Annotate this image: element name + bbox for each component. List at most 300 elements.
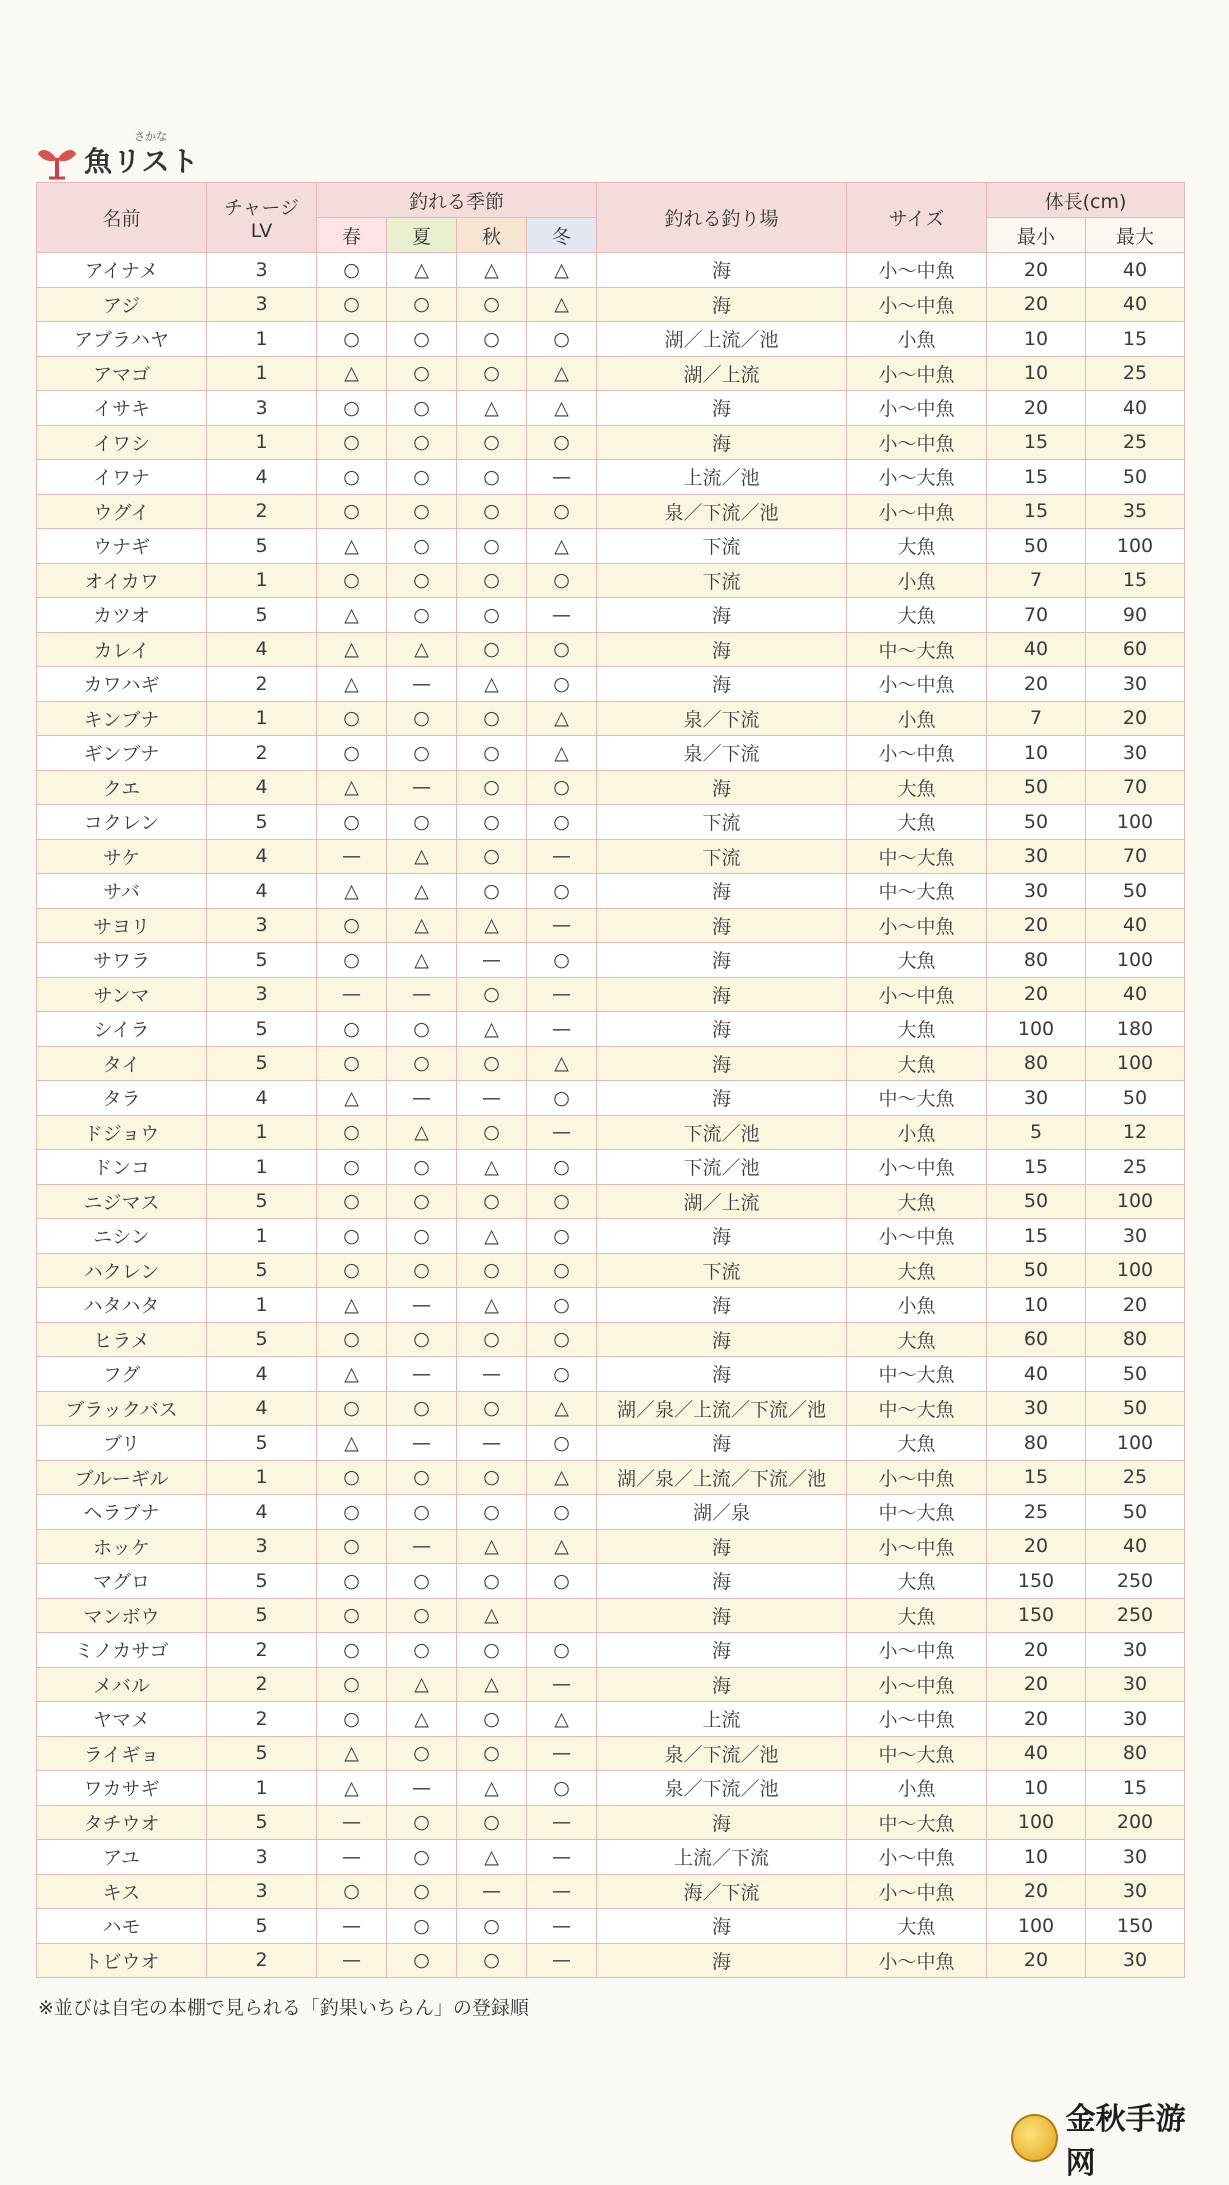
cell-spring: ○ — [317, 253, 387, 288]
cell-size: 中～大魚 — [847, 1081, 987, 1116]
cell-length-min: 30 — [987, 1391, 1086, 1426]
cell-charge-lv: 1 — [207, 563, 317, 598]
cell-charge-lv: 1 — [207, 701, 317, 736]
cell-length-min: 15 — [987, 1460, 1086, 1495]
cell-size: 小～中魚 — [847, 1943, 987, 1978]
cell-autumn: ○ — [457, 977, 527, 1012]
cell-spring: ○ — [317, 1598, 387, 1633]
cell-length-min: 10 — [987, 356, 1086, 391]
cell-length-min: 30 — [987, 839, 1086, 874]
cell-charge-lv: 2 — [207, 494, 317, 529]
cell-name: タチウオ — [37, 1805, 207, 1840]
cell-length-min: 20 — [987, 1667, 1086, 1702]
cell-name: イサキ — [37, 391, 207, 426]
cell-name: ライギョ — [37, 1736, 207, 1771]
cell-summer: △ — [387, 908, 457, 943]
cell-size: 小～中魚 — [847, 1150, 987, 1185]
cell-autumn: — — [457, 1081, 527, 1116]
cell-spot: 下流 — [597, 839, 847, 874]
table-row — [37, 460, 1185, 495]
cell-winter: ○ — [527, 1426, 597, 1461]
table-row — [37, 1184, 1185, 1219]
table-row — [37, 563, 1185, 598]
cell-name: マンボウ — [37, 1598, 207, 1633]
table-row — [37, 701, 1185, 736]
cell-name: ブラックバス — [37, 1391, 207, 1426]
cell-length-min: 30 — [987, 874, 1086, 909]
cell-charge-lv: 5 — [207, 1564, 317, 1599]
cell-length-max: 15 — [1086, 563, 1185, 598]
cell-size: 小～中魚 — [847, 356, 987, 391]
cell-charge-lv: 5 — [207, 1909, 317, 1944]
cell-spot: 海 — [597, 598, 847, 633]
cell-length-min: 50 — [987, 529, 1086, 564]
cell-size: 大魚 — [847, 770, 987, 805]
watermark — [1011, 2102, 1211, 2181]
cell-autumn: △ — [457, 667, 527, 702]
cell-charge-lv: 3 — [207, 287, 317, 322]
cell-spot: 湖／上流 — [597, 356, 847, 391]
cell-summer: ○ — [387, 1736, 457, 1771]
cell-charge-lv: 3 — [207, 977, 317, 1012]
cell-summer: ○ — [387, 356, 457, 391]
table-row — [37, 494, 1185, 529]
cell-spring: ○ — [317, 1633, 387, 1668]
cell-name: ドジョウ — [37, 1115, 207, 1150]
cell-length-max: 50 — [1086, 460, 1185, 495]
cell-spring: ○ — [317, 1564, 387, 1599]
cell-summer: ○ — [387, 391, 457, 426]
cell-size: 小～中魚 — [847, 667, 987, 702]
cell-winter: — — [527, 1874, 597, 1909]
cell-spring: ○ — [317, 1012, 387, 1047]
cell-name: ウグイ — [37, 494, 207, 529]
cell-name: ハタハタ — [37, 1288, 207, 1323]
cell-autumn: ○ — [457, 632, 527, 667]
table-row — [37, 874, 1185, 909]
cell-length-max: 25 — [1086, 1460, 1185, 1495]
cell-length-min: 15 — [987, 425, 1086, 460]
table-row — [37, 736, 1185, 771]
cell-charge-lv: 2 — [207, 1943, 317, 1978]
table-row — [37, 1771, 1185, 1806]
cell-charge-lv: 2 — [207, 736, 317, 771]
cell-summer: △ — [387, 943, 457, 978]
cell-name: ギンブナ — [37, 736, 207, 771]
cell-charge-lv: 3 — [207, 253, 317, 288]
cell-length-max: 12 — [1086, 1115, 1185, 1150]
cell-charge-lv: 3 — [207, 1529, 317, 1564]
cell-length-min: 10 — [987, 736, 1086, 771]
cell-name: オイカワ — [37, 563, 207, 598]
cell-summer: ○ — [387, 460, 457, 495]
cell-winter: △ — [527, 1046, 597, 1081]
cell-length-min: 40 — [987, 632, 1086, 667]
cell-summer: — — [387, 977, 457, 1012]
cell-length-max: 25 — [1086, 1150, 1185, 1185]
cell-spot: 下流 — [597, 1253, 847, 1288]
cell-charge-lv: 1 — [207, 425, 317, 460]
cell-spot: 海 — [597, 908, 847, 943]
cell-autumn: △ — [457, 1150, 527, 1185]
cell-summer: ○ — [387, 1322, 457, 1357]
cell-charge-lv: 5 — [207, 1805, 317, 1840]
cell-length-max: 30 — [1086, 1943, 1185, 1978]
cell-name: ハクレン — [37, 1253, 207, 1288]
cell-spot: 海 — [597, 1909, 847, 1944]
cell-name: マグロ — [37, 1564, 207, 1599]
cell-length-max: 50 — [1086, 874, 1185, 909]
cell-length-min: 50 — [987, 1253, 1086, 1288]
cell-spring: ○ — [317, 943, 387, 978]
table-row — [37, 1081, 1185, 1116]
cell-spring: ○ — [317, 1667, 387, 1702]
cell-autumn: △ — [457, 1598, 527, 1633]
cell-charge-lv: 4 — [207, 1391, 317, 1426]
cell-charge-lv: 1 — [207, 1115, 317, 1150]
cell-length-min: 150 — [987, 1598, 1086, 1633]
cell-spot: 上流／池 — [597, 460, 847, 495]
cell-spring: ○ — [317, 460, 387, 495]
cell-size: 小～中魚 — [847, 908, 987, 943]
cell-spot: 海 — [597, 1564, 847, 1599]
cell-summer: ○ — [387, 1219, 457, 1254]
table-row — [37, 1702, 1185, 1737]
cell-summer: ○ — [387, 1012, 457, 1047]
cell-name: キス — [37, 1874, 207, 1909]
table-row — [37, 1495, 1185, 1530]
cell-summer: ○ — [387, 1633, 457, 1668]
header-autumn: 秋 — [457, 218, 527, 253]
cell-length-min: 20 — [987, 1702, 1086, 1737]
cell-autumn: ○ — [457, 1736, 527, 1771]
cell-winter: △ — [527, 1702, 597, 1737]
cell-spring: ○ — [317, 1495, 387, 1530]
cell-winter: — — [527, 1840, 597, 1875]
cell-length-min: 20 — [987, 1633, 1086, 1668]
cell-length-max: 100 — [1086, 1184, 1185, 1219]
cell-spot: 海 — [597, 425, 847, 460]
cell-autumn: ○ — [457, 356, 527, 391]
cell-size: 中～大魚 — [847, 1391, 987, 1426]
cell-length-max: 40 — [1086, 1529, 1185, 1564]
cell-name: アマゴ — [37, 356, 207, 391]
cell-summer: △ — [387, 874, 457, 909]
cell-autumn: ○ — [457, 701, 527, 736]
cell-winter: △ — [527, 356, 597, 391]
header-charge-line1: チャージ — [223, 197, 300, 219]
cell-size: 小～中魚 — [847, 253, 987, 288]
cell-winter: — — [527, 839, 597, 874]
table-row — [37, 1046, 1185, 1081]
cell-spring: △ — [317, 874, 387, 909]
header-season: 釣れる季節 — [317, 183, 597, 218]
cell-name: カツオ — [37, 598, 207, 633]
cell-spring: — — [317, 1943, 387, 1978]
cell-size: 小魚 — [847, 1771, 987, 1806]
cell-summer: — — [387, 1771, 457, 1806]
cell-summer: ○ — [387, 322, 457, 357]
cell-charge-lv: 2 — [207, 667, 317, 702]
cell-spot: 下流／池 — [597, 1150, 847, 1185]
title-ruby: さかな — [134, 130, 167, 143]
cell-spot: 湖／上流 — [597, 1184, 847, 1219]
cell-charge-lv: 2 — [207, 1633, 317, 1668]
cell-length-max: 25 — [1086, 425, 1185, 460]
cell-summer: ○ — [387, 1909, 457, 1944]
cell-winter: △ — [527, 1391, 597, 1426]
cell-summer: ○ — [387, 1840, 457, 1875]
cell-autumn: ○ — [457, 1046, 527, 1081]
cell-spring: ○ — [317, 805, 387, 840]
cell-size: 中～大魚 — [847, 874, 987, 909]
cell-winter: ○ — [527, 322, 597, 357]
cell-winter: ○ — [527, 943, 597, 978]
table-row — [37, 1357, 1185, 1392]
cell-summer: △ — [387, 839, 457, 874]
table-row — [37, 1909, 1185, 1944]
cell-length-min: 40 — [987, 1357, 1086, 1392]
cell-length-max: 30 — [1086, 736, 1185, 771]
cell-length-max: 40 — [1086, 287, 1185, 322]
cell-charge-lv: 1 — [207, 1150, 317, 1185]
cell-size: 大魚 — [847, 1253, 987, 1288]
cell-spring: ○ — [317, 1115, 387, 1150]
cell-charge-lv: 5 — [207, 805, 317, 840]
header-winter: 冬 — [527, 218, 597, 253]
cell-length-min: 20 — [987, 908, 1086, 943]
cell-spring: ○ — [317, 1702, 387, 1737]
cell-spot: 海 — [597, 1322, 847, 1357]
cell-size: 中～大魚 — [847, 1357, 987, 1392]
cell-size: 大魚 — [847, 1184, 987, 1219]
cell-spring: △ — [317, 529, 387, 564]
table-row — [37, 943, 1185, 978]
cell-winter: ○ — [527, 1322, 597, 1357]
cell-size: 中～大魚 — [847, 1736, 987, 1771]
cell-length-min: 7 — [987, 701, 1086, 736]
cell-spring: ○ — [317, 1219, 387, 1254]
table-row — [37, 632, 1185, 667]
cell-spring: — — [317, 1805, 387, 1840]
cell-winter: △ — [527, 1460, 597, 1495]
cell-spring: ○ — [317, 391, 387, 426]
cell-summer: ○ — [387, 1805, 457, 1840]
cell-spring: △ — [317, 1736, 387, 1771]
table-row — [37, 1840, 1185, 1875]
cell-winter: — — [527, 1667, 597, 1702]
cell-name: サヨリ — [37, 908, 207, 943]
cell-charge-lv: 3 — [207, 391, 317, 426]
cell-spot: 泉／下流／池 — [597, 1771, 847, 1806]
cell-winter: △ — [527, 391, 597, 426]
cell-spring: ○ — [317, 563, 387, 598]
cell-size: 小～中魚 — [847, 494, 987, 529]
header-length: 体長(cm) — [987, 183, 1185, 218]
cell-charge-lv: 4 — [207, 839, 317, 874]
cell-charge-lv: 4 — [207, 770, 317, 805]
cell-summer: — — [387, 770, 457, 805]
cell-spot: 海 — [597, 391, 847, 426]
cell-winter: ○ — [527, 494, 597, 529]
cell-length-max: 150 — [1086, 1909, 1185, 1944]
cell-name: イワナ — [37, 460, 207, 495]
cell-summer: — — [387, 1426, 457, 1461]
sprout-icon — [36, 140, 78, 180]
cell-spring: ○ — [317, 1184, 387, 1219]
cell-spring: — — [317, 1909, 387, 1944]
cell-autumn: ○ — [457, 287, 527, 322]
cell-charge-lv: 5 — [207, 1253, 317, 1288]
cell-size: 小～大魚 — [847, 460, 987, 495]
cell-length-max: 30 — [1086, 1667, 1185, 1702]
cell-length-max: 40 — [1086, 391, 1185, 426]
cell-size: 大魚 — [847, 1909, 987, 1944]
cell-autumn: ○ — [457, 1564, 527, 1599]
cell-size: 小～中魚 — [847, 1840, 987, 1875]
cell-charge-lv: 1 — [207, 1771, 317, 1806]
header-min: 最小 — [987, 218, 1086, 253]
cell-name: ヘラブナ — [37, 1495, 207, 1530]
cell-winter: △ — [527, 701, 597, 736]
cell-spot: 泉／下流 — [597, 736, 847, 771]
cell-size: 小魚 — [847, 701, 987, 736]
table-row — [37, 287, 1185, 322]
table-row — [37, 977, 1185, 1012]
cell-autumn: — — [457, 1426, 527, 1461]
cell-spot: 湖／泉 — [597, 1495, 847, 1530]
cell-charge-lv: 3 — [207, 1874, 317, 1909]
cell-size: 小～中魚 — [847, 391, 987, 426]
cell-charge-lv: 5 — [207, 529, 317, 564]
cell-name: メバル — [37, 1667, 207, 1702]
cell-charge-lv: 4 — [207, 1357, 317, 1392]
cell-length-min: 80 — [987, 1046, 1086, 1081]
cell-length-min: 60 — [987, 1322, 1086, 1357]
cell-winter: ○ — [527, 425, 597, 460]
cell-autumn: △ — [457, 908, 527, 943]
cell-spot: 湖／上流／池 — [597, 322, 847, 357]
cell-length-max: 60 — [1086, 632, 1185, 667]
cell-winter: — — [527, 977, 597, 1012]
cell-autumn: ○ — [457, 1805, 527, 1840]
cell-winter: — — [527, 1943, 597, 1978]
cell-summer: △ — [387, 253, 457, 288]
cell-autumn: ○ — [457, 805, 527, 840]
cell-autumn: ○ — [457, 1391, 527, 1426]
cell-summer: — — [387, 667, 457, 702]
cell-winter: ○ — [527, 563, 597, 598]
cell-name: アブラハヤ — [37, 322, 207, 357]
cell-length-min: 10 — [987, 1288, 1086, 1323]
cell-name: サンマ — [37, 977, 207, 1012]
cell-charge-lv: 5 — [207, 1426, 317, 1461]
cell-spring: — — [317, 977, 387, 1012]
cell-name: タラ — [37, 1081, 207, 1116]
cell-summer: ○ — [387, 287, 457, 322]
cell-size: 中～大魚 — [847, 1495, 987, 1530]
header-spring: 春 — [317, 218, 387, 253]
cell-length-min: 20 — [987, 1874, 1086, 1909]
cell-length-min: 50 — [987, 770, 1086, 805]
table-row — [37, 1564, 1185, 1599]
cell-autumn: ○ — [457, 1253, 527, 1288]
cell-length-min: 15 — [987, 494, 1086, 529]
cell-length-max: 15 — [1086, 1771, 1185, 1806]
cell-winter — [527, 1598, 597, 1633]
cell-length-min: 20 — [987, 1529, 1086, 1564]
cell-charge-lv: 2 — [207, 1667, 317, 1702]
cell-spring: ○ — [317, 736, 387, 771]
cell-size: 中～大魚 — [847, 632, 987, 667]
cell-summer: ○ — [387, 1564, 457, 1599]
cell-spot: 湖／泉／上流／下流／池 — [597, 1391, 847, 1426]
table-row — [37, 805, 1185, 840]
table-row — [37, 1288, 1185, 1323]
cell-summer: ○ — [387, 563, 457, 598]
cell-autumn: △ — [457, 1288, 527, 1323]
cell-length-max: 15 — [1086, 322, 1185, 357]
cell-winter: △ — [527, 529, 597, 564]
cell-length-max: 100 — [1086, 1253, 1185, 1288]
cell-size: 小～中魚 — [847, 287, 987, 322]
table-row — [37, 770, 1185, 805]
table-row — [37, 1736, 1185, 1771]
cell-size: 中～大魚 — [847, 839, 987, 874]
cell-length-max: 50 — [1086, 1495, 1185, 1530]
cell-winter: △ — [527, 736, 597, 771]
cell-winter: ○ — [527, 805, 597, 840]
cell-name: ホッケ — [37, 1529, 207, 1564]
table-row — [37, 1805, 1185, 1840]
cell-size: 小～中魚 — [847, 1702, 987, 1737]
cell-spring: △ — [317, 667, 387, 702]
table-row — [37, 1012, 1185, 1047]
table-row — [37, 529, 1185, 564]
cell-spot: 海 — [597, 1426, 847, 1461]
cell-length-min: 10 — [987, 1840, 1086, 1875]
cell-summer: ○ — [387, 1150, 457, 1185]
cell-winter: ○ — [527, 1633, 597, 1668]
table-row — [37, 1598, 1185, 1633]
cell-spring: △ — [317, 1771, 387, 1806]
cell-spot: 海 — [597, 770, 847, 805]
table-row — [37, 1943, 1185, 1978]
cell-autumn: ○ — [457, 460, 527, 495]
cell-name: カワハギ — [37, 667, 207, 702]
cell-length-max: 35 — [1086, 494, 1185, 529]
cell-winter: ○ — [527, 1184, 597, 1219]
cell-size: 大魚 — [847, 529, 987, 564]
cell-name: ニシン — [37, 1219, 207, 1254]
cell-length-max: 100 — [1086, 1046, 1185, 1081]
cell-name: イワシ — [37, 425, 207, 460]
cell-name: ドンコ — [37, 1150, 207, 1185]
cell-autumn: ○ — [457, 1322, 527, 1357]
cell-name: アユ — [37, 1840, 207, 1875]
cell-autumn: △ — [457, 253, 527, 288]
cell-winter: — — [527, 1736, 597, 1771]
cell-name: サケ — [37, 839, 207, 874]
cell-spring: △ — [317, 356, 387, 391]
table-row — [37, 391, 1185, 426]
cell-length-min: 70 — [987, 598, 1086, 633]
cell-spring: ○ — [317, 1391, 387, 1426]
table-row — [37, 1219, 1185, 1254]
cell-summer: ○ — [387, 1874, 457, 1909]
watermark-text: 金秋手游网 — [1065, 2102, 1186, 2181]
cell-length-max: 30 — [1086, 1219, 1185, 1254]
